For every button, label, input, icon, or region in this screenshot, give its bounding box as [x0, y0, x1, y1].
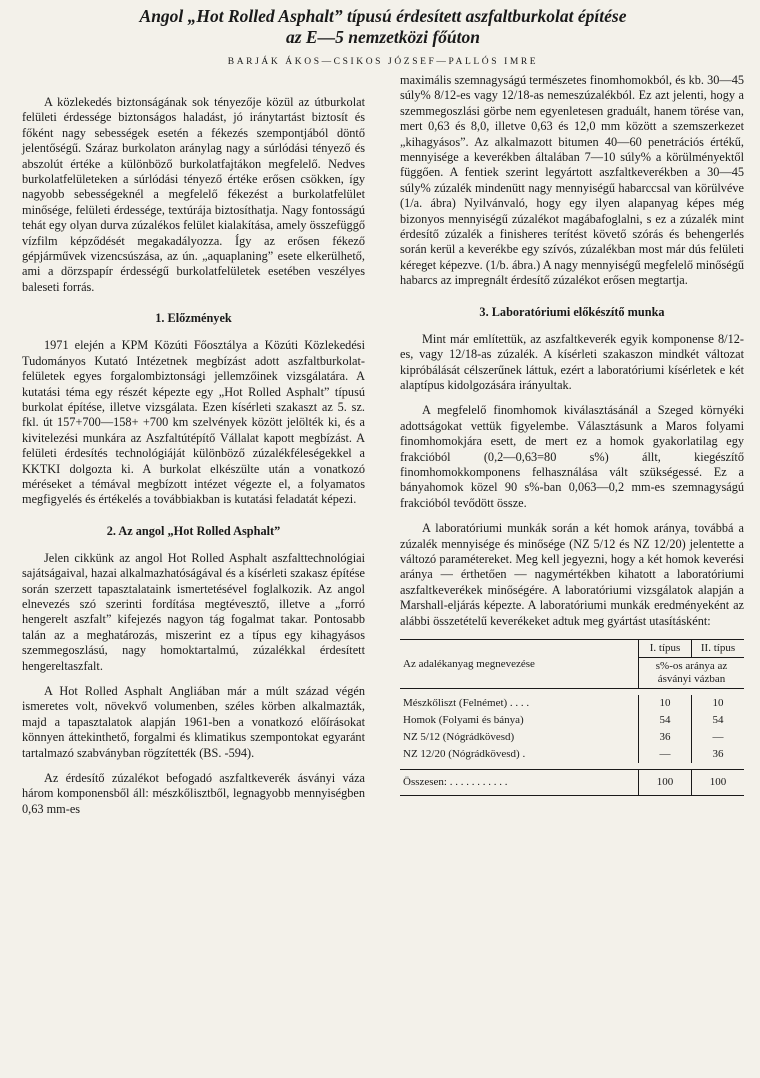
- table-cell-type-1: 54: [639, 712, 692, 729]
- section-1-heading: 1. Előzmények: [155, 311, 232, 326]
- table-cell-type-1: —: [639, 746, 692, 763]
- two-column-body: [22, 73, 744, 817]
- continued-paragraph: maximális szemnagyságú természetes finomhomokból, és kb. 30—45 súly% 8/12-es vagy 12/18-as nemeszúzalékból. Ez azt jelenti, hogy a szemmegoszlási görbe nem egyenletesen graduált, hanem törése van, mert 0,63 és 8,0, illetve 0,63 és 12,0 mm között a szemszerkezet „kihagyásos”. Az alkalmazott bitumen 40—60 penetrációs értékű, mennyisége a keverékben általában 7—10 súly% a körülményektől függően. A fentiek szerint legyártott aszfaltkeverékben a 30—45 súly% zúzalék mindenütt nagy mennyiségű habarccsal van körülvéve (1/a. ábra) Nyilvánvaló, hogy egy ilyen alapanyag képes még bizonyos mennyiségű zúzalékot magábafoglalni, s ez a zúzalék mint érdesítő zúzalék a finisheres terítést követő szórás és behengerlés során kerül a keverékbe egy szívós, zúzalékban most már dús felületi kéreget képezve. (1/b. ábra.) A nagy mennyiségű megfelelő minőségű habarcs az impregnált érdesítő zúzalékot erősen megtartja.: [400, 73, 744, 288]
- section-1-paragraph: 1971 elején a KPM Közúti Főosztálya a Közúti Közlekedési Tudományos Kutató Intézetnek megbízást adott aszfaltburkolat-felületek egyes forgalombiztonsági jellemzőinek vizsgálatára. A kutatási téma egy részét képezte egy „Hot Rolled Asphalt” típusú burkolat építése, illetve vizsgálata. Ezen kísérleti szakaszt az 5. sz. fkl. út 157+700—158+ +700 km szelvények között jelölték ki, és a kivitelezési munkára az Aszfaltútépítő Vállalat kapott megbízást. A felületi érdesítés technológiáját különböző zúzalékféleségekkel a KKTKI dolgozta ki. A burkolat elkészülte után a vonatkozó méréseket a témával megbízott intézet végezte el, a folyamatos megfigyelés és értékelés a továbbiakban is kutatási feladatát képezi.: [22, 338, 365, 507]
- table-cell-type-2: —: [692, 729, 745, 746]
- section-3-paragraph-1: Mint már említettük, az aszfaltkeverék egyik komponense 8/12-es, vagy 12/18-as zúzalék. A kísérleti szakaszon mindkét változat kipróbálását célszerűnek láttuk, ezért a laboratóriumi kísérletek e két alaptípus kidolgozására irányultak.: [400, 331, 744, 392]
- table-row: [400, 746, 744, 763]
- table-row: [400, 712, 744, 729]
- table-cell-name: NZ 12/20 (Nógrádkövesd) .: [403, 748, 526, 760]
- table-header-unit: s%-os aránya az ásványi vázban: [639, 658, 745, 689]
- section-2-paragraph-1: Jelen cikkünk az angol Hot Rolled Asphalt aszfalttechnológiai sajátságaival, hazai alkalmazhatóságával és a kísérleti szakasz építése során szerzett tapasztalataink ismertetésével foglalkozik. Az angol elnevezés szó szerinti fordítása megtévesztő, illetve a „forró hengerelt aszfalt” kifejezés nagyon tág fogalmat takar. Pontosabb talán az a meghatározás, miszerint ez a típus egy kihagyásos szemmegoszlású, nagy homoktartalmú, zúzalékkal érdesített hengereltaszfalt.: [22, 550, 365, 673]
- table-cell-type-2: 36: [692, 746, 745, 763]
- table-header-type-2: II. típus: [692, 640, 745, 658]
- title-line-1: Angol „Hot Rolled Asphalt” típusú érdesített aszfaltburkolat építése: [139, 6, 627, 26]
- title-line-2: az E—5 nemzetközi főúton: [286, 27, 480, 47]
- table-cell-type-1: 36: [639, 729, 692, 746]
- section-3-paragraph-3: A laboratóriumi munkák során a két homok aránya, továbbá a zúzalék mennyisége és minősége (NZ 5/12 és NZ 12/20) jelentette a változó paramétereket. Meg kell jegyezni, hogy a két homok keverési aránya — érthetően — nagymértékben kihatott a laboratóriumi aszfaltkeverékek minőségére. A laboratóriumi vizsgálatok alapján a Marshall-eljárás képezte. A laboratóriumi munkák eredményeként az alábbi összetételű keverékeket adtuk meg gyártást utasításként:: [400, 521, 744, 628]
- mixture-composition-table: [400, 639, 744, 796]
- table-total-type-2: 100: [692, 770, 745, 796]
- table-cell-name: Mészkőliszt (Felnémet) . . . .: [403, 697, 530, 709]
- table-cell-type-2: 10: [692, 695, 745, 712]
- table-row: [400, 695, 744, 712]
- table-cell-name: Homok (Folyami és bánya): [403, 714, 524, 726]
- table-row: [400, 729, 744, 746]
- table-cell-name: NZ 5/12 (Nógrádkövesd): [403, 731, 515, 743]
- article-title: [22, 6, 744, 48]
- left-column: [22, 95, 365, 817]
- intro-paragraph: A közlekedés biztonságának sok tényezője közül az útburkolat felületi érdessége biztonságos haladást, jó iránytartást biztosít és főként nagy sebességek esetén a fékezés szempontjából döntő jelentőségű. Száraz burkolaton aránylag nagy a súrlódási tényező és abszolút értéke a különböző burkolatfajtákon megfelelő. Nedves burkolatfelületeken a súrlódási tényező értéke erősen csökken, így nagyobb sebességeknél a megfelelő fékezést a burkolatfelület minősége, felületi érdessége, textúrája biztosíthatja. Nagy fontosságú tehát egy olyan durva zúzalékos felület kialakítása, amely összefüggő vízfilm képződését megakadályozza. Így az erősen fékező gépjárművek vizencsúszása, az ún. „aquaplaning” esete elkerülhető, ami a dörzspapír érdességű burkolatfelületek esetében veszélyes baleseti forrás.: [22, 95, 365, 294]
- authors-line: BARJÁK ÁKOS—CSIKOS JÓZSEF—PALLÓS IMRE: [227, 57, 539, 67]
- right-column: [400, 73, 744, 817]
- table-total-type-1: 100: [639, 770, 692, 796]
- table-total-label: Összesen: . . . . . . . . . . .: [400, 770, 639, 796]
- table-total-row: [400, 770, 744, 796]
- section-2-paragraph-2: A Hot Rolled Asphalt Angliában már a múlt század végén ismeretes volt, növekvő volumenben, széles körben alkalmazták, majd a tapasztalatok alapján 1961-ben a vonatkozó előírásokat könnyen áttekinthető, forgalmi és klimatikus szempontokat egyaránt tartalmazó szabványban rögzítették (BS. -594).: [22, 684, 365, 760]
- table-header-type-1: I. típus: [639, 640, 692, 658]
- section-3-heading: 3. Laboratóriumi előkészítő munka: [479, 304, 665, 319]
- table-cell-type-2: 54: [692, 712, 745, 729]
- section-2-paragraph-3: Az érdesítő zúzalékot befogadó aszfaltkeverék ásványi váza három komponensből áll: mészkőlisztből, legnagyobb mennyiségben 0,63 mm-es: [22, 771, 365, 816]
- table-cell-type-1: 10: [639, 695, 692, 712]
- table-header-name: Az adalékanyag megnevezése: [400, 640, 639, 689]
- section-3-paragraph-2: A megfelelő finomhomok kiválasztásánál a Szeged környéki adottságokat vettük figyelembe. Választásunk a Maros folyami finomhomokjára esett, de mert ez a homok gyakorlatilag egy frakcióból (0,2—0,63=80 s%) állt, kiegészítő finomhomokkomponens felhasználása vált szükségessé. Ez a bányahomok közel 90 s%-ban 0,063—0,2 mm-es szemnagyságú frakcióból tevődött össze.: [400, 403, 744, 510]
- section-2-heading: 2. Az angol „Hot Rolled Asphalt”: [106, 523, 281, 538]
